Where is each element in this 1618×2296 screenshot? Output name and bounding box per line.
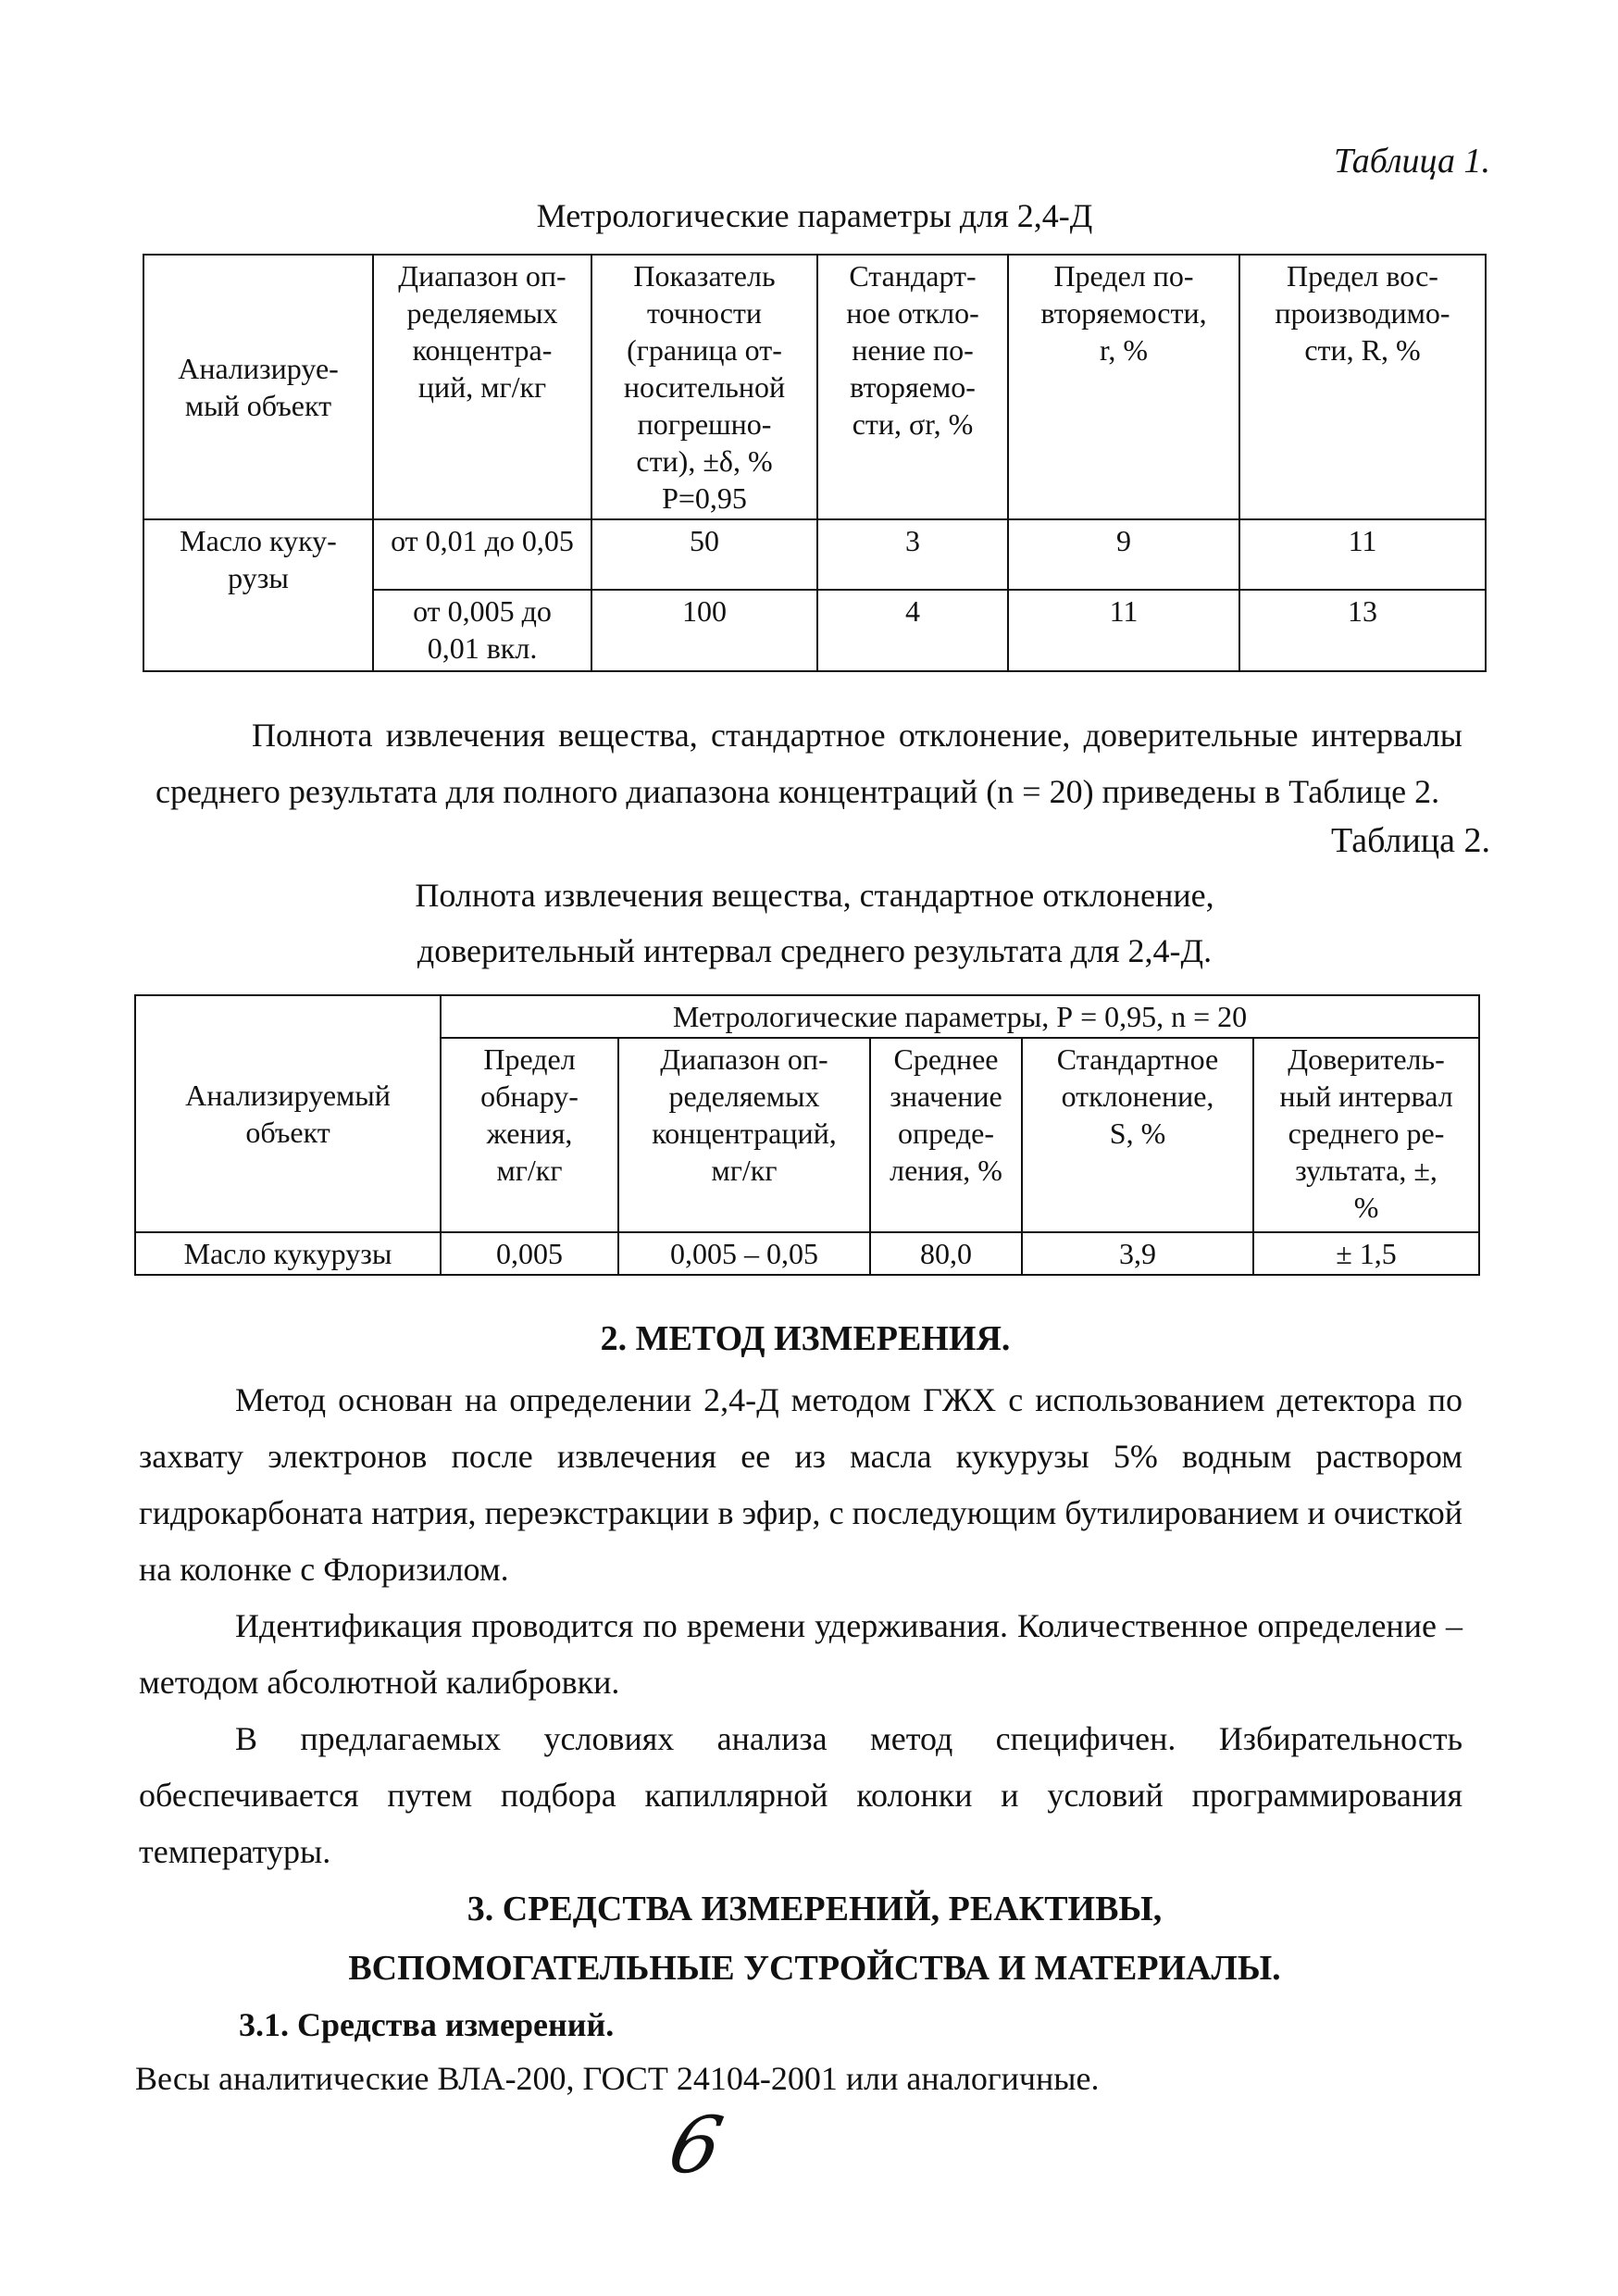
table1 [143, 254, 1487, 672]
t1-header-accuracy: Показатель точности (граница от- носительной погрешно- сти), ±δ, % Р=0,95 [591, 255, 817, 519]
t2-row-detection: 0,005 [441, 1232, 618, 1275]
table2-number: Таблица 2. [1330, 821, 1490, 860]
paragraph-completeness: Полнота извлечения вещества, стандартное отклонение, доверительные интервалы среднего результата для полного диапазона концентраций (n = 20) приведены в Таблице 2. [156, 717, 1462, 810]
t1-row1-sd: 3 [817, 519, 1008, 590]
t1-header-reproducibility: Предел вос- производимо- сти, R, % [1239, 255, 1486, 519]
t1-header-repeatability: Предел по- вторяемости, r, % [1008, 255, 1239, 519]
t2-header-sd: Стандартное отклонение, S, % [1022, 1038, 1253, 1232]
t2-header-detection: Предел обнару- жения, мг/кг [441, 1038, 618, 1232]
t2-row-object: Масло кукурузы [135, 1232, 441, 1275]
t1-row1-range: от 0,01 до 0,05 [373, 519, 591, 590]
t2-row-sd: 3,9 [1022, 1232, 1253, 1275]
table1-caption: Метрологические параметры для 2,4-Д [536, 197, 1093, 234]
section2-title: 2. МЕТОД ИЗМЕРЕНИЯ. [600, 1319, 1011, 1358]
t1-header-object: Анализируе- мый объект [143, 255, 373, 519]
t1-row2-reproducibility: 13 [1239, 590, 1486, 671]
t1-row1-repeatability: 9 [1008, 519, 1239, 590]
table1-number: Таблица 1. [1334, 142, 1490, 181]
section2-paragraph-method: Метод основан на определении 2,4-Д методом ГЖХ с использованием детектора по захвату электронов после извлечения ее из масла кукурузы 5% водным раствором гидрокарбоната натрия, переэкстракции в эфир, с последующим бутилированием и очисткой на колонке с Флоризилом. [139, 1381, 1462, 1588]
table2-caption-line1: Полнота извлечения вещества, стандартное отклонение, [415, 877, 1214, 914]
section2-paragraph-specificity: В предлагаемых условиях анализа метод специфичен. Избирательность обеспечивается путем подбора капиллярной колонки и условий программирования температуры. [139, 1720, 1462, 1870]
t1-header-sd: Стандарт- ное откло- нение по- вторяемо- сти, σr, % [817, 255, 1008, 519]
table2 [134, 994, 1480, 1276]
section2-paragraph-identification: Идентификация проводится по времени удерживания. Количественное определение – методом абсолютной калибровки. [139, 1607, 1462, 1701]
t2-row-range: 0,005 – 0,05 [618, 1232, 870, 1275]
t2-row-mean: 80,0 [870, 1232, 1022, 1275]
t1-header-range: Диапазон оп- ределяемых концентра- ций, мг/кг [373, 255, 591, 519]
t1-row1-accuracy: 50 [591, 519, 817, 590]
section3-subheading: 3.1. Средства измерений. [239, 2006, 615, 2043]
section3-title-line1: 3. СРЕДСТВА ИЗМЕРЕНИЙ, РЕАКТИВЫ, [467, 1890, 1163, 1928]
t2-row-interval: ± 1,5 [1253, 1232, 1479, 1275]
t1-object-cell: Масло куку- рузы [143, 519, 373, 671]
t2-header-mean: Среднее значение опреде- ления, % [870, 1038, 1022, 1232]
page-number: 6 [661, 2100, 730, 2190]
t1-row2-accuracy: 100 [591, 590, 817, 671]
t2-group-header: Метрологические параметры, Р = 0,95, n = 20 [441, 995, 1479, 1038]
t2-header-interval: Доверитель- ный интервал среднего ре- зультата, ±, % [1253, 1038, 1479, 1232]
section3-title-line2: ВСПОМОГАТЕЛЬНЫЕ УСТРОЙСТВА И МАТЕРИАЛЫ. [348, 1949, 1281, 1988]
t1-row2-repeatability: 11 [1008, 590, 1239, 671]
t1-row2-sd: 4 [817, 590, 1008, 671]
table2-caption-line2: доверительный интервал среднего результата для 2,4-Д. [417, 932, 1213, 969]
t1-row2-range: от 0,005 до 0,01 вкл. [373, 590, 591, 671]
section3-item-balance: Весы аналитические ВЛА-200, ГОСТ 24104-2001 или аналогичные. [135, 2060, 1100, 2097]
t1-row1-reproducibility: 11 [1239, 519, 1486, 590]
t2-header-object: Анализируемый объект [135, 995, 441, 1232]
t2-header-range: Диапазон оп- ределяемых концентраций, мг/кг [618, 1038, 870, 1232]
